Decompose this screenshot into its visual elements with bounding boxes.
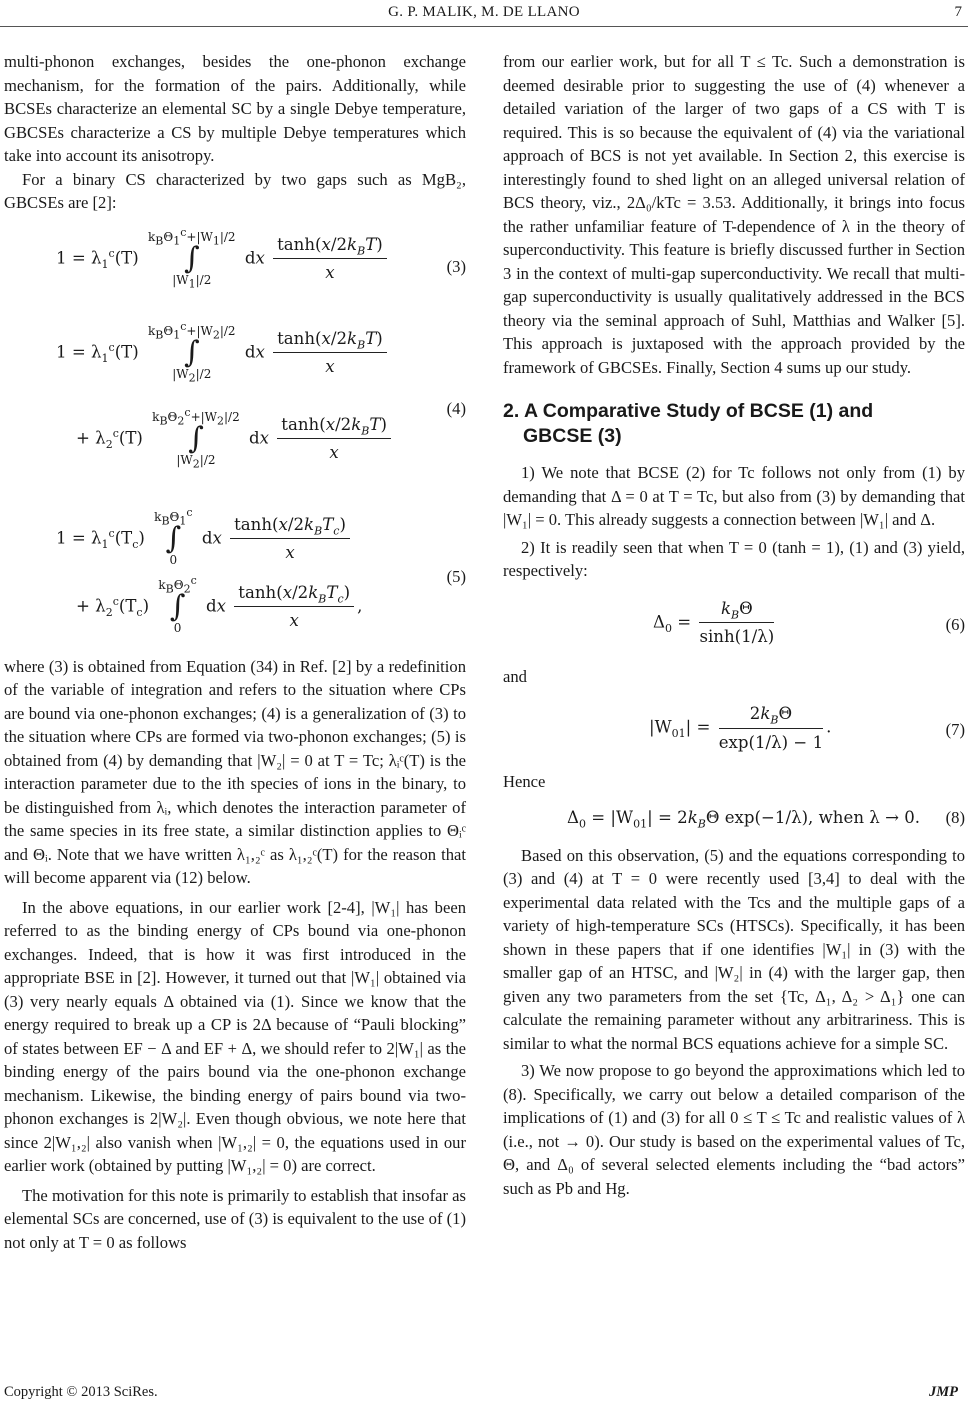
equation-4: $1 = \lambda_1^c(T)$ $k_B\Theta_1^c+|W_2|/2$ ∫ $|W_2|/2$ dx $\frac{\tanh(x/2k_BT)}{x}$ + $\lambda_2^c(T)$ $k_B\Theta_2^c+|W_2|/2$ ∫ $|W_2|/2$ dx $\frac{\tanh(x/2k_BT)}{x}$ (4) [56, 319, 466, 470]
equation-number: (3) [446, 256, 466, 276]
paragraph: multi-phonon exchanges, besides the one-phonon exchange mechanism, for the formation of the pairs. Additionally, while BCSEs characterize an elemental SC by a single Debye temperature, GBCSEs characterize a CS by multiple Debye temperatures which take into account its anisotropy. [4, 52, 466, 165]
paragraph-and: and [503, 666, 527, 686]
paragraph: where (3) is obtained from Equation (34) in Ref. [2] by a redefinition of the variable of integration and refers to the situation where CPs are bound via one-phonon exchanges; (4) is a generalization of (3) to the situation where CPs are formed via two-phonon exchanges; (5) is obtained from (4) by demanding that |W₂| = 0 at T = Tc; λᵢᶜ(T) is the interaction parameter due to the ith species of ions in the binary, to be distinguished from λᵢ, which denotes the interaction parameter of the same species in its free state, a similar distinction applies to Θᵢᶜ and Θᵢ. Note that we have written λ₁,₂ᶜ as λ₁,₂ᶜ(T) for the reason that will become apparent via (12) below. [4, 656, 466, 887]
equation-3: $1 = \lambda_1^c(T)$ $k_B\Theta_1^c+|W_1|/2$ ∫ $|W_1|/2$ dx $\frac{\tanh(x/2k_BT)}{x}$ (3) [56, 225, 466, 290]
equation-number: (5) [446, 566, 466, 586]
equation-8: $\Delta_0 = |W_{01}| = 2k_B\Theta$ exp(−1/λ), when λ → 0. (8) [567, 807, 965, 830]
right-column [503, 50, 965, 1200]
equation-number: (6) [945, 614, 965, 634]
footer [4, 1384, 964, 1401]
running-header: G. P. MALIK, M. DE LLANO [388, 4, 580, 20]
journal-abbreviation: JMP [929, 1384, 958, 1400]
section-heading [503, 399, 965, 449]
paragraph: 3) We now propose to go beyond the approximations which led to (8). Specifically, we carry out below a detailed comparison of the implications of (1) and (3) for all 0 ≤ T ≤ Tc and realistic values of λ (i.e., not → 0). Our study is based on the experimental values of Tc, Θ, and Δ₀ of several selected elements including the “bad actors” such as Pb and Hg. [503, 1061, 965, 1198]
equation-7: $|W_{01}|$ = $\frac{2k_B\Theta}{\exp(1/\lambda) - 1}$ . (7) [649, 704, 965, 752]
paragraph: 1) We note that BCSE (2) for Tc follows not only from (1) by demanding that Δ = 0 at T = Tc, but also from (3) by demanding that |W₁| = 0. This already suggests a connection between |W₁| and Δ. [503, 463, 965, 529]
paragraph-hence: Hence [503, 772, 546, 791]
page-number: 7 [954, 4, 962, 20]
header-rule [0, 26, 968, 27]
section-heading-line-1: 2. A Comparative Study of BCSE (1) and [503, 400, 874, 422]
copyright-notice: Copyright © 2013 SciRes. [4, 1384, 158, 1400]
equation-number: (7) [945, 720, 965, 739]
paragraph: In the above equations, in our earlier work [2-4], |W₁| has been referred to as the binding energy of CPs bound via one-phonon exchanges. Indeed, that is how it was first introduced in the appropriate BSE in [2]. However, it turned out that |W₁| obtained via (3) very nearly equals Δ obtained via (1). Since we know that the energy required to break up a CP is 2Δ because of “Pauli blocking” of states between EF − Δ and EF + Δ, we should refer to 2|W₁| as the binding energy of the pairs bound via the one-phonon exchange mechanism. Likewise, the binding energy of pairs bound via two-phonon exchanges is 2|W₂|. Even though obvious, we note here that since 2|W₁,₂| also vanish when |W₁,₂| = 0, the equations used in our earlier work (obtained by putting |W₁,₂| = 0) are correct. [4, 897, 466, 1175]
equation-number: (8) [945, 807, 965, 827]
equation-number: (4) [446, 398, 466, 418]
left-column [4, 50, 466, 1254]
paragraph: The motivation for this note is primarily to establish that insofar as elemental SCs are concerned, use of (3) is equivalent to the use of (1) not only at T = 0 as follows [4, 1185, 466, 1252]
section-heading-line-2: GBCSE (3) [523, 425, 622, 447]
equation-6: $\Delta_0$ = $\frac{k_B\Theta}{\sinh(1/\lambda)}$ (6) [653, 598, 965, 646]
paragraph: 2) It is readily seen that when T = 0 (tanh = 1), (1) and (3) yield, respectively: [503, 537, 965, 580]
paragraph: For a binary CS characterized by two gaps such as MgB₂, GBCSEs are [2]: [4, 169, 466, 212]
paragraph: Based on this observation, (5) and the equations corresponding to (3) and (4) at T = 0 were recently used [3,4] to deal with the experimental data related with the Tcs and the multiple gaps of a variety of high-temperature SCs (HTSCs). Specifically, it has been shown in these papers that if one identifies |W₁| in (3) with the smaller gap of an HTSC, and |W₂| in (4) with the larger gap, then given any two parameters from the set {Tc, Δ₁, Δ₂ > Δ₁} one can calculate the remaining parameter without any arbitrariness. This is similar to what the normal BCS equations achieve for a simple SC. [503, 845, 965, 1053]
equation-5: $1 = \lambda_1^c(T_c)$ $k_B\Theta_1^c$ ∫ 0 dx $\frac{\tanh(x/2k_BT_c)}{x}$ + $\lambda_2^c(T_c)$ $k_B\Theta_2^c$ ∫ 0 dx $\frac{\tanh(x/2k_BT_c)}{x}$ , (5) [56, 505, 466, 635]
paragraph: from our earlier work, but for all T ≤ Tc. Such a demonstration is deemed desirable prior to suggesting the use of (4) whenever a detailed variation of the larger of two gaps of a CS with T is required. This is so because the equivalent of (4) via the variational approach of BCS is not yet available. In Section 2, this exercise is interestingly found to shed light on an alleged universal relation of BCS theory, viz., 2Δ₀/kTc = 3.53. Additionally, it brings into focus the rather unfamiliar feature of T-dependence of λ in the theory of superconductivity. This feature is briefly discussed further in Section 3 in the context of multi-gap superconductivity. We recall that multi-gap superconductivity is usually qualitatively addressed in the BCS theory via the seminal approach of Suhl, Matthias and Walker [5]. This approach is juxtaposed with the approach provided by the framework of GBCSEs. Finally, Section 4 sums up our study. [503, 52, 965, 377]
